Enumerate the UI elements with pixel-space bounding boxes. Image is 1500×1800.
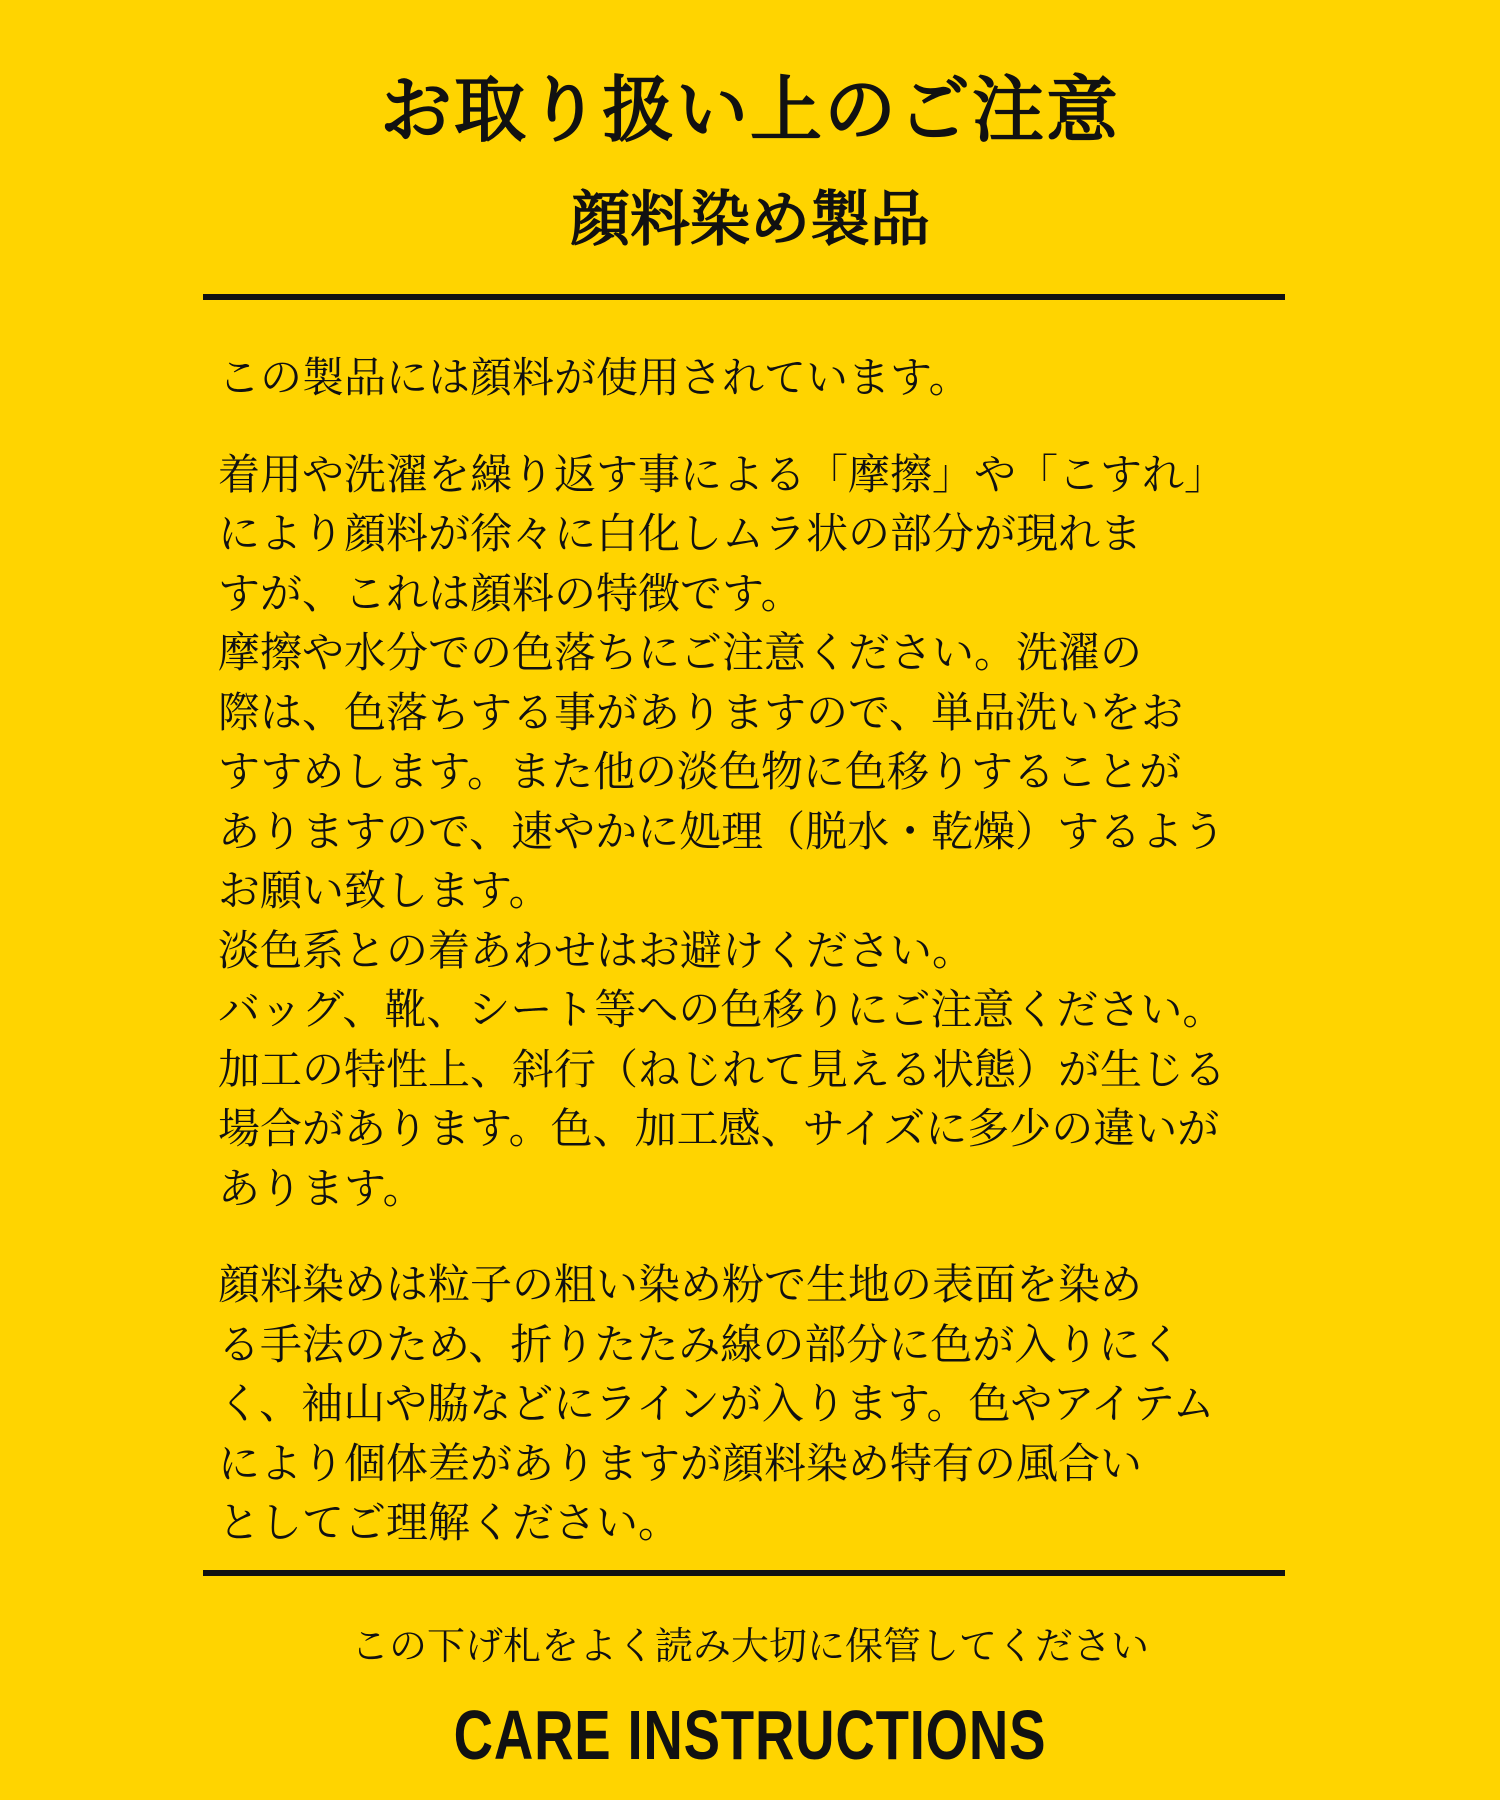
care-instructions-heading: CARE INSTRUCTIONS — [453, 1696, 1047, 1774]
page-subtitle: 顔料染め製品 — [570, 185, 930, 255]
intro-paragraph: この製品には顔料が使用されています。 — [218, 353, 971, 402]
page-title: お取り扱い上のご注意 — [379, 68, 1120, 152]
bottom-divider — [203, 1570, 1285, 1576]
main-paragraph: 着用や洗濯を繰り返す事による「摩擦」や「こすれ」 により顔料が徐々に白化しムラ状の部分が現れま すが、これは顔料の特徴です。 摩擦や水分での色落ちにご注意ください。洗濯の 際は、色落ちする事がありますので、単品洗いをお すすめします。また他の淡色物に色移りすることが ありますので、速やかに処理（脱水・乾燥）するよう お願い致します。 淡色系との着あわせはお避けください。 バッグ、靴、シート等への色移りにご注意ください。 加工の特性上、斜行（ねじれて見える状態）が生じる 場合があります。色、加工感、サイズに多少の違いが あります。 — [218, 449, 1227, 1213]
footer-note: この下げ札をよく読み大切に保管してください — [350, 1624, 1149, 1668]
closing-paragraph: 顔料染めは粒子の粗い染め粉で生地の表面を染め る手法のため、折りたたみ線の部分に色が入りにく く、袖山や脇などにラインが入ります。色やアイテム により個体差がありますが顔料染め特有の風合い としてご理解ください。 — [218, 1260, 1215, 1547]
body-text — [218, 348, 1288, 1553]
top-divider — [203, 294, 1285, 300]
